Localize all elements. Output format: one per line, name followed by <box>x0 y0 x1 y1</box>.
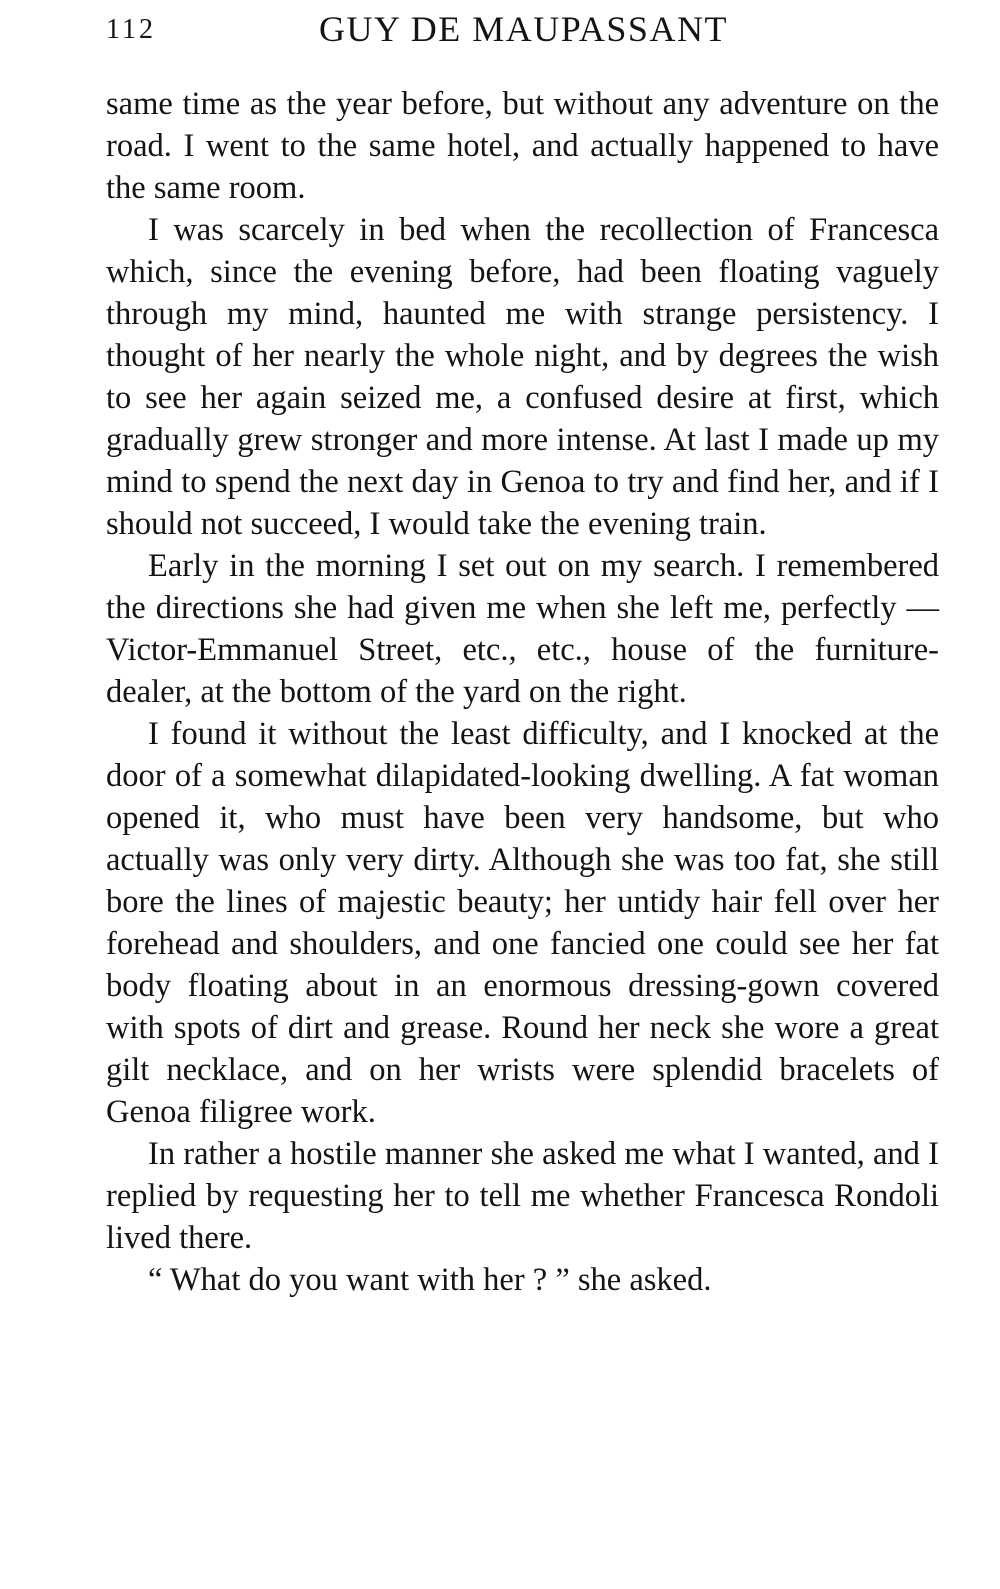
paragraph: In rather a hostile manner she asked me what I wanted, and I replied by requesting her to tell me whether Francesca Rondoli lived there. <box>106 1136 939 1256</box>
paragraph: Early in the morning I set out on my search. I remembered the directions she had given me when she left me, perfectly — Victor-Emmanuel Street, etc., etc., house of the furniture-dealer, at the bottom of the yard on the right. <box>106 548 939 710</box>
paragraph: I found it without the least difficulty, and I knocked at the door of a somewhat dilapidated-looking dwelling. A fat woman opened it, who must have been very handsome, but who actually was only very dirty. Although she was too fat, she still bore the lines of majestic beauty; her untidy hair fell over her forehead and shoulders, and one fancied one could see her fat body floating about in an enormous dressing-gown covered with spots of dirt and grease. Round her neck she wore a great gilt necklace, and on her wrists were splendid bracelets of Genoa filigree work. <box>106 716 939 1130</box>
page-header <box>106 8 941 56</box>
paragraph: same time as the year before, but without any adventure on the road. I went to the same hotel, and actually happened to have the same room. <box>106 86 939 206</box>
paragraph: I was scarcely in bed when the recollection of Francesca which, since the evening before, had been floating vaguely through my mind, haunted me with strange persistency. I thought of her nearly the whole night, and by degrees the wish to see her again seized me, a confused desire at first, which gradually grew stronger and more intense. At last I made up my mind to spend the next day in Genoa to try and find her, and if I should not succeed, I would take the evening train. <box>106 212 939 542</box>
page-number: 112 <box>106 14 156 45</box>
running-head: GUY DE MAUPASSANT <box>319 9 728 49</box>
body-text <box>106 83 939 1301</box>
paragraph: “ What do you want with her ? ” she asked. <box>148 1262 712 1298</box>
